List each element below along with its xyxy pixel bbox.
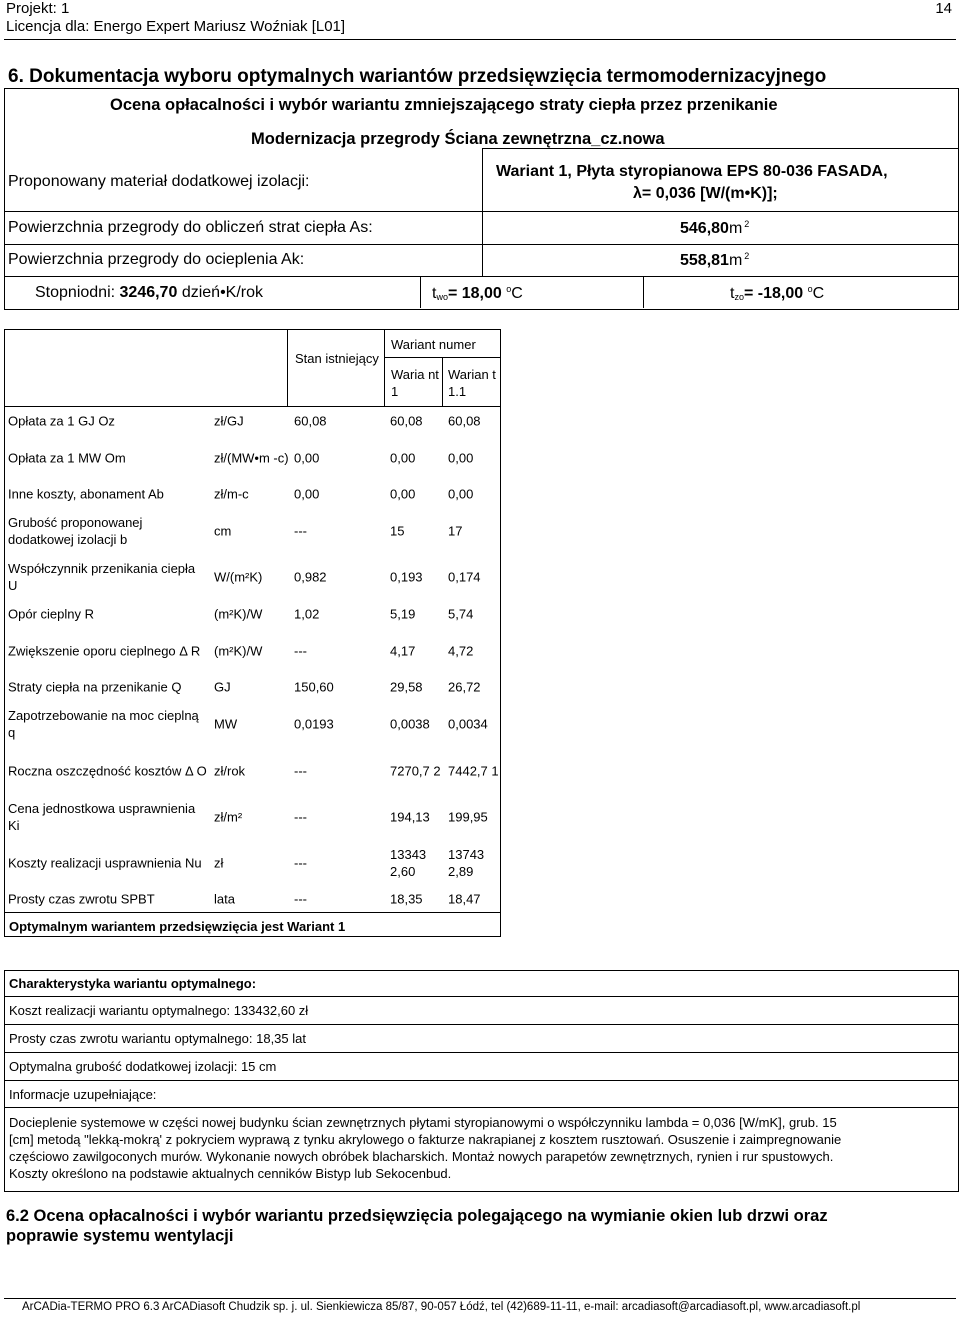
table-row	[4, 599, 500, 628]
page-number: 14	[935, 0, 952, 17]
footer-divider	[4, 1298, 956, 1299]
table-line	[384, 329, 385, 406]
row-variant-11-value: 0,0034	[448, 716, 488, 732]
row-unit: cm	[214, 523, 232, 539]
table-row	[4, 628, 500, 673]
info-text: [cm] metodą "lekką-mokrą' z pokryciem wyprawą z tynku akrylowego o fakturze nakrapianej z kosztem rusztowań. Osuszenie i zaimpregnowanie	[9, 1132, 842, 1147]
row-label: Inne koszty, abonament Ab	[8, 486, 164, 502]
row-unit: zł	[214, 855, 224, 871]
row-variant-1-value: 5,19	[390, 606, 416, 621]
row-label: Opłata za 1 MW Om	[8, 450, 126, 466]
row-unit: lata	[214, 891, 235, 907]
row-variant-1-value: 29,58	[390, 679, 423, 695]
row-existing-value: ---	[294, 855, 307, 871]
row-existing-value: 0,00	[294, 450, 320, 466]
area-as-value: 546,80m $^2$	[680, 219, 750, 237]
row-label: Koszty realizacji usprawnienia Nu	[8, 855, 202, 871]
row-label: Roczna oszczędność kosztów Δ O	[8, 763, 207, 778]
row-label: Opór cieplny R	[8, 606, 94, 621]
row-label: Grubość proponowanej dodatkowej izolacji b	[8, 515, 143, 547]
row-existing-value: 0,0193	[294, 716, 334, 732]
t-wo: $t_{wo}= 18,00$ $^o$C	[432, 284, 523, 302]
row-variant-11-value: 5,74	[448, 606, 474, 621]
row-variant-11-value: 17	[448, 523, 463, 539]
area-ak-value: 558,81m $^2$	[680, 251, 750, 269]
row-unit: zł/GJ	[214, 413, 244, 428]
info-line	[4, 244, 958, 245]
char-line	[4, 1024, 958, 1025]
row-label: Cena jednostkowa usprawnienia Ki	[8, 801, 196, 833]
info-line	[4, 211, 958, 212]
license-label: Licencja dla: Energo Expert Mariusz Woźniak [L01]	[6, 18, 346, 35]
material-value-line2: λ= 0,036 [W/(m•K)];	[633, 185, 778, 202]
row-variant-1-value: 18,35	[390, 891, 423, 907]
row-variant-11-value: 0,00	[448, 450, 474, 466]
row-existing-value: 0,00	[294, 486, 320, 502]
table-row	[4, 435, 500, 481]
material-value-line1: Wariant 1, Płyta styropianowa EPS 80-036 FASADA,	[496, 163, 888, 180]
row-unit: zł/m-c	[214, 486, 249, 502]
row-variant-11-value: 0,174	[448, 569, 481, 585]
row-unit: W/(m²K)	[214, 569, 263, 585]
modernization-title: Modernizacja przegrody Ściana zewnętrzna_cz.nowa	[251, 130, 665, 148]
col-existing: Stan istniejący	[295, 351, 379, 366]
row-existing-value: ---	[294, 523, 307, 539]
table-row	[4, 507, 500, 555]
table-row	[4, 481, 500, 507]
area-ak-label: Powierzchnia przegrody do ocieplenia Ak:	[8, 251, 305, 268]
row-existing-value: ---	[294, 809, 307, 825]
row-label: Zwiększenie oporu cieplnego Δ R	[8, 643, 201, 658]
col-variant-number: Wariant numer	[391, 337, 476, 352]
char-line	[4, 1080, 958, 1081]
row-variant-11-value: 7442,7 1	[448, 763, 499, 778]
row-variant-1-value: 4,17	[390, 643, 416, 658]
info-text: Docieplenie systemowe w części nowej budynku ścian zewnętrznych płytami styropianowymi o współczynniku lambda = 0,036 [W/mK], grub. 15	[9, 1115, 837, 1130]
characteristics-title: Charakterystyka wariantu optymalnego:	[9, 976, 257, 991]
info-label: Informacje uzupełniające:	[9, 1087, 157, 1102]
row-existing-value: ---	[294, 763, 307, 778]
degree-days: Stopniodni: 3246,70 dzień•K/rok	[35, 284, 264, 301]
row-unit: MW	[214, 716, 238, 732]
row-variant-1-value: 194,13	[390, 809, 430, 825]
row-variant-11-value: 60,08	[448, 413, 481, 428]
row-variant-11-value: 0,00	[448, 486, 474, 502]
info-text: częściowo zawilgoconych murów. Wykonanie nowych obróbek blacharskich. Montaż nowych parapetów zewnętrznych, rynien i rur spustowych.	[9, 1149, 834, 1164]
row-label: Współczynnik przenikania ciepła U	[8, 561, 196, 593]
next-section-title-1: 6.2 Ocena opłacalności i wybór wariantu przedsięwzięcia polegającego na wymianie okien lub drzwi oraz	[6, 1207, 828, 1225]
table-row	[4, 406, 500, 435]
row-variant-1-value: 7270,7 2	[390, 763, 441, 778]
row-label: Prosty czas zwrotu SPBT	[8, 891, 155, 907]
table-row	[4, 673, 500, 701]
table-row	[4, 840, 500, 886]
table-line	[442, 357, 443, 406]
table-line	[287, 329, 288, 406]
optimal-payback: Prosty czas zwrotu wariantu optymalnego: 18,35 lat	[9, 1031, 306, 1046]
table-row	[4, 555, 500, 599]
material-label: Proponowany materiał dodatkowej izolacji:	[8, 173, 310, 190]
table-row	[4, 886, 500, 912]
info-text: Koszty określono na podstawie aktualnych cenników Bistyp lub Sekocenbud.	[9, 1166, 452, 1181]
table-row	[4, 747, 500, 794]
row-unit: zł/(MW•m -c)	[214, 450, 289, 466]
row-existing-value: 0,982	[294, 569, 327, 585]
row-existing-value: ---	[294, 891, 307, 907]
info-line	[420, 276, 421, 308]
char-line	[4, 996, 958, 997]
col-v11: Warian t 1.1	[448, 367, 496, 399]
footer: ArCADia-TERMO PRO 6.3 ArCADiasoft Chudzik sp. j. ul. Sienkiewicza 85/87, 90-057 Łódź, tel (42)689-11-11, e-mail: arcadiasoft@arcadiasoft.pl, www.arcadiasoft.pl	[22, 1301, 861, 1313]
row-existing-value: 60,08	[294, 413, 327, 428]
row-unit: (m²K)/W	[214, 606, 263, 621]
row-label: Zapotrzebowanie na moc cieplną q	[8, 708, 199, 740]
row-variant-1-value: 15	[390, 523, 405, 539]
row-label: Opłata za 1 GJ Oz	[8, 413, 115, 428]
row-existing-value: ---	[294, 643, 307, 658]
char-line	[4, 1052, 958, 1053]
section-title: 6. Dokumentacja wyboru optymalnych wariantów przedsięwzięcia termomodernizacyjnego	[8, 66, 827, 87]
info-line	[4, 276, 958, 277]
info-line	[643, 276, 644, 308]
table-line	[4, 912, 500, 913]
col-v1: Waria nt 1	[391, 367, 439, 399]
char-line	[4, 1107, 958, 1108]
area-as-label: Powierzchnia przegrody do obliczeń strat ciepła As:	[8, 219, 373, 236]
row-variant-1-value: 0,193	[390, 569, 423, 585]
row-variant-11-value: 26,72	[448, 679, 481, 695]
row-variant-11-value: 4,72	[448, 643, 474, 658]
optimal-variant: Optymalnym wariantem przedsięwzięcia jest Wariant 1	[9, 919, 346, 934]
row-unit: (m²K)/W	[214, 643, 263, 658]
row-unit: zł/m²	[214, 809, 243, 825]
row-variant-1-value: 0,0038	[390, 716, 430, 732]
project-label: Projekt: 1	[6, 0, 70, 17]
optimal-thickness: Optymalna grubość dodatkowej izolacji: 15 cm	[9, 1059, 277, 1074]
row-variant-11-value: 18,47	[448, 891, 481, 907]
subtitle: Ocena opłacalności i wybór wariantu zmniejszającego straty ciepła przez przenikanie	[110, 96, 778, 114]
table-line	[384, 357, 500, 358]
row-variant-11-value: 199,95	[448, 809, 488, 825]
next-section-title-2: poprawie systemu wentylacji	[6, 1227, 234, 1245]
header-divider	[4, 39, 956, 40]
info-line	[482, 148, 483, 276]
table-row	[4, 701, 500, 747]
row-unit: GJ	[214, 679, 231, 695]
table-row	[4, 794, 500, 840]
row-variant-1-value: 60,08	[390, 413, 423, 428]
row-existing-value: 1,02	[294, 606, 320, 621]
t-zo: $t_{zo}= -18,00$ $^o$C	[730, 284, 825, 302]
optimal-cost: Koszt realizacji wariantu optymalnego: 133432,60 zł	[9, 1003, 309, 1018]
row-variant-1-value: 0,00	[390, 450, 416, 466]
row-variant-1-value: 0,00	[390, 486, 416, 502]
row-unit: zł/rok	[214, 763, 246, 778]
row-variant-1-value: 13343 2,60	[390, 847, 427, 879]
row-variant-11-value: 13743 2,89	[448, 847, 485, 879]
row-label: Straty ciepła na przenikanie Q	[8, 679, 182, 695]
row-existing-value: 150,60	[294, 679, 334, 695]
